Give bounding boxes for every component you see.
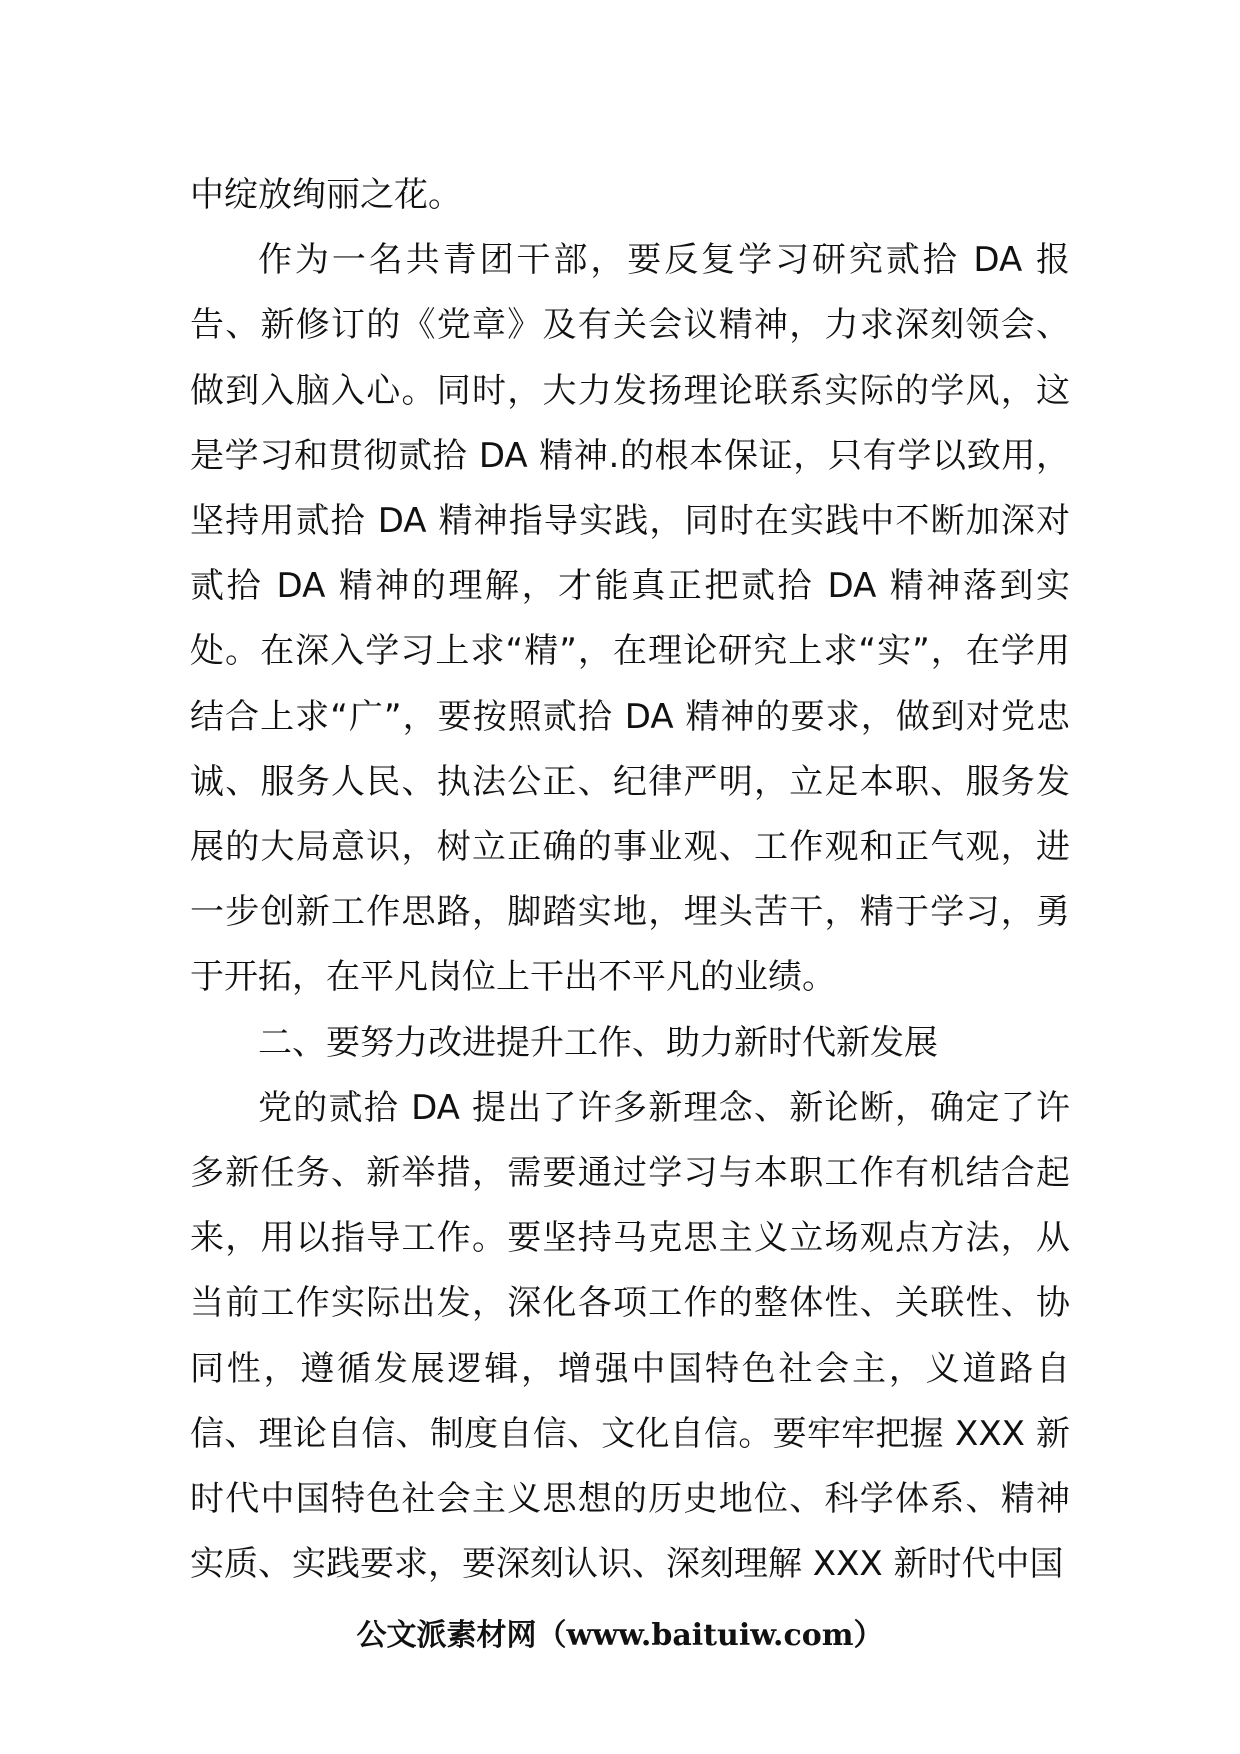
footer-watermark: 公文派素材网（www.baituiw.com） bbox=[356, 1618, 884, 1653]
paragraph-work: 党的贰拾 DA 提出了许多新理念、新论断，确定了许多新任务、新举措，需要通过学习与本职工作有机结合起来，用以指导工作。要坚持马克思主义立场观点方法，从当前工作实际出发，深化各项工作的整体性、关联性、协同性，遵循发展逻辑，增强中国特色社会主，义道路自信、理论自信、制度自信、文化自信。要牢牢把握 XXX 新时代中国特色社会主义思想的历史地位、科学体系、精神实质、实践要求，要深刻认识、深刻理解 XXX 新时代中国 bbox=[190, 1087, 1070, 1585]
document-body bbox=[190, 163, 1070, 1597]
paragraph-continuation: 中绽放绚丽之花。 bbox=[190, 175, 462, 215]
section-heading: 二、要努力改进提升工作、助力新时代新发展 bbox=[258, 1022, 938, 1063]
paragraph-study: 作为一名共青团干部，要反复学习研究贰拾 DA 报告、新修订的《党章》及有关会议精神，力求深刻领会、做到入脑入心。同时，大力发扬理论联系实际的学风，这是学习和贯彻贰拾 DA 精神.的根本保证，只有学以致用，坚持用贰拾 DA 精神指导实践，同时在实践中不断加深对贰拾 DA 精神的理解，才能真正把贰拾 DA 精神落到实处。在深入学习上求“精”，在理论研究上求“实”，在学用结合上求“广”，要按照贰拾 DA 精神的要求，做到对党忠诚、服务人民、执法公正、纪律严明，立足本职、服务发展的大局意识，树立正确的事业观、工作观和正气观，进一步创新工作思路，脚踏实地，埋头苦干，精于学习，勇于开拓，在平凡岗位上干出不平凡的业绩。 bbox=[190, 240, 1070, 998]
